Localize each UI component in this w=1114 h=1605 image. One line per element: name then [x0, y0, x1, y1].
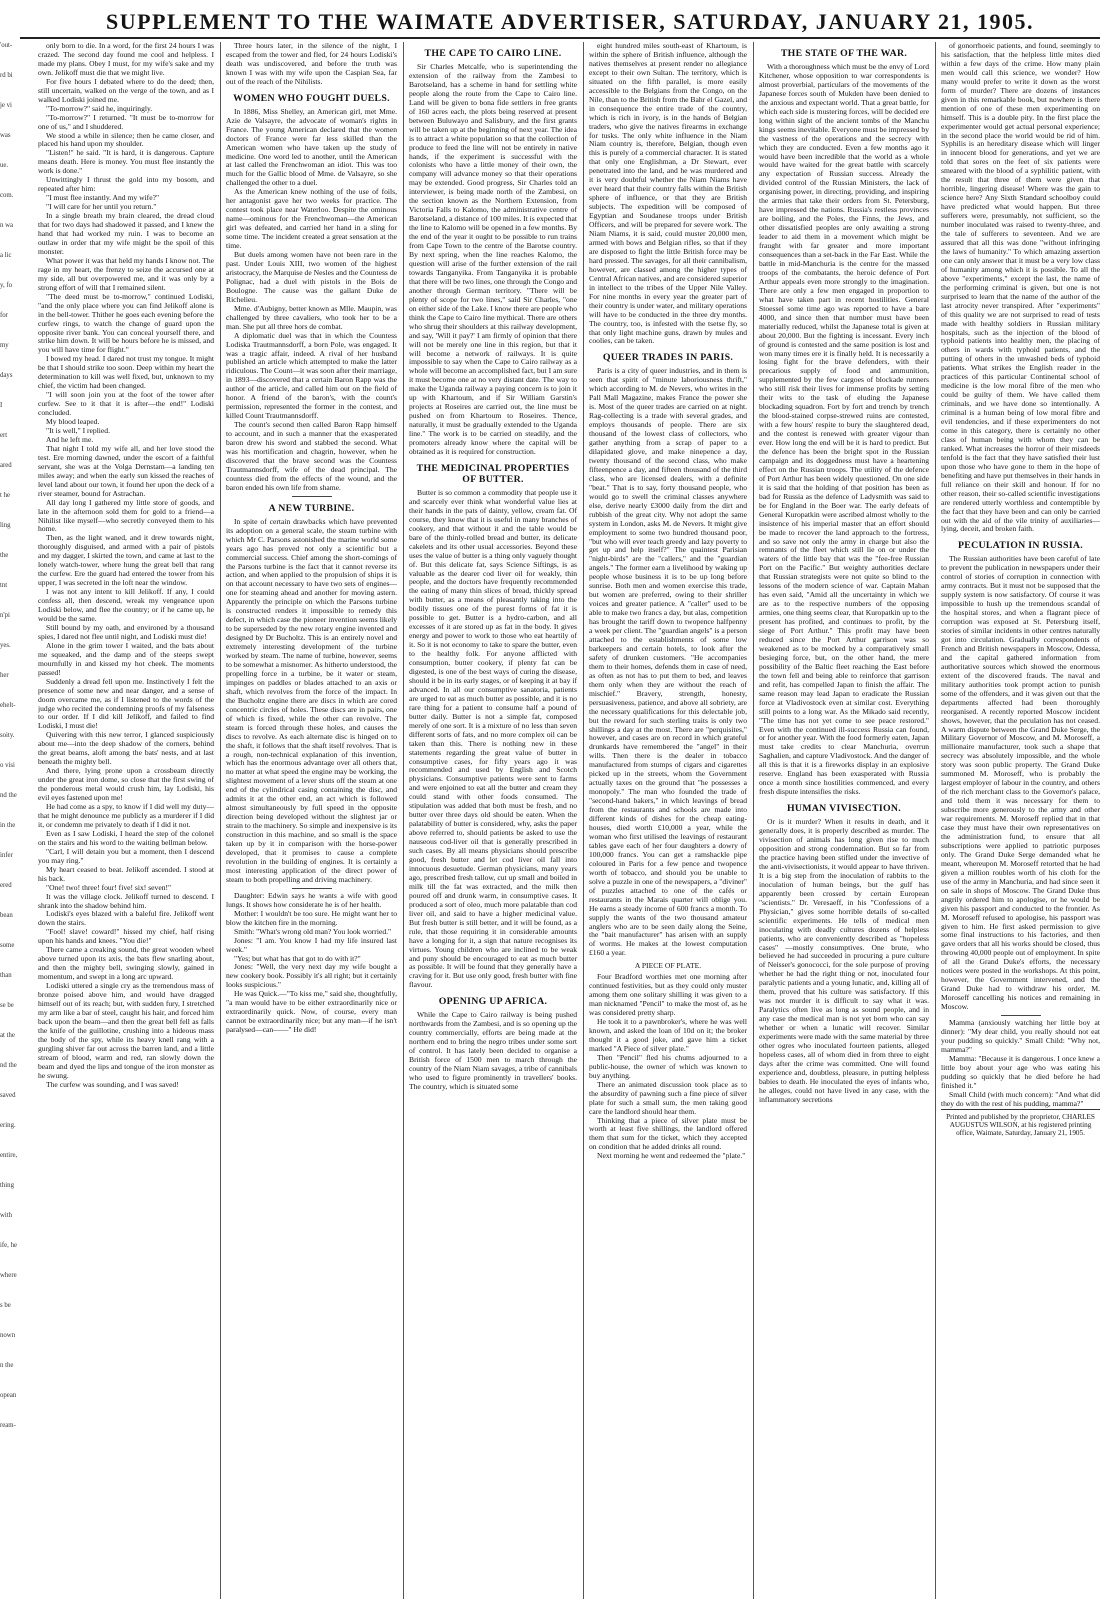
edge-fragment: ling — [0, 522, 11, 529]
heading-opening-africa: OPENING UP AFRICA. — [438, 996, 548, 1008]
paragraph: Daughter: Edwin says he wants a wife with good lungs. It shows how considerate he is of her health. — [226, 890, 397, 909]
edge-fragment: in the — [0, 822, 16, 829]
paragraph: I was not any intent to kill Jelikoff. If any, I could confess all, then descend, wreak my vengeance upon Lodiski below, and flee the country; or if he came up, he would be the same. — [38, 587, 214, 623]
article-cape-cairo — [409, 63, 577, 457]
edge-fragment: s be — [0, 1302, 11, 1309]
paragraph: The Russian authorities have been careful of late to prevent the publication in newspapers under their control of stories of corruption in connection with army contracts. But it must not be supposed that the supply system is now satisfactory. Of course it was impossible to hush up the tremendous scandal of the hospital stores, and when a flagrant piece of corruption was exposed at St. Petersburg itself, stories of similar incidents in other centres naturally got into circulation. Gradually correspondents of French and British newspapers in Moscow, Odessa, and the capital gathered information from authoritative sources which showed the enormous extent of the discovered frauds. The naval and military authorities took prompt action to punish some of the offenders, and it was given out that the departments affected had been thoroughly reorganised. A recently reported Moscow incident shows, however, that the peculation has not ceased. A warm dispute between the Grand Duke Serge, the Military Governor of Moscow, and M. Moroseff, a millionaire manufacturer, took such a shape that secrecy was absolutely impossible, and the whole story was soon public property. The Grand Duke summoned M. Moroseff, who is probably the largest employer of labour in the country, and others of the rich merchant class to the Governor's palace, and told them it was necessary for them to subscribe more generously to the army and other war requirements. M. Moroseff replied that in that case they must have their own representatives on the administration fund, to ensure that all subscriptions were applied to patriotic purposes only. The Grand Duke Serge demanded what he meant, whereupon M. Moroseff retorted that he had given a million roubles worth of his cloth for the use of the army in Manchuria, and had since seen it on sale in shops of Moscow. The Grand Duke thus angrily ordered him to apologise, or he would be given his passport and conducted to the frontier. As M. Moroseff refused to apologise, his passport was given to him. He first asked permission to give some final instructions to his factories, and then gave orders that all his works should be closed, thus throwing 40,000 people out of employment. In spite of all the Grand Duke's efforts, the necessary notices were posted in the workshops. At this point, however, the Government intervened, and the Grand Duke had to withdraw his order, M. Moroseff cancelling his notices and remaining in Moscow. — [941, 554, 1100, 1012]
paragraph: My heart ceased to beat. Jelikoff ascended. I stood at his back. — [38, 864, 214, 883]
edge-fragment: where — [0, 1272, 17, 1279]
paragraph: It was the village clock. Jelikoff turned to descend. I shrank into the shadow behind him. — [38, 891, 214, 910]
paragraph: Then, as the light waned, and it drew towards night, thoroughly disguised, and armed with a pair of pistols and my dagger, I skirted the town, and came at last to the lonely watch-tower, where hung the great bell that rang the curfew. Ere the guard had entered the tower from his upper, I was secreted in the loft near the window. — [38, 533, 214, 588]
story-continuation-curfew — [38, 42, 214, 1090]
column-6 — [941, 42, 1100, 1599]
paragraph: And there, lying prone upon a crossbeam directly under the great iron dome, so close that the first swing of the ponderous metal would crush him, lay Lodiski, his evil eyes fastened upon me! — [38, 766, 214, 803]
paragraph: And he left me. — [46, 434, 94, 444]
paragraph: What power it was that held my hands I know not. The rage in my heart, the frenzy to seize the accursed one at my side, all but overpowered me, and it was only by a strong effort of will that I remained silent. — [38, 255, 214, 292]
edge-fragment: entire, — [0, 1152, 18, 1159]
paragraph: As the American knew nothing of the use of foils, her antagonist gave her two weeks for practice. The contest took place near Waterloo. Despite the ominous name—ominous for the Frenchwoman—the American girl was defeated, and carried her hand in a sling for some time. The incident created a great sensation at the time. — [226, 187, 397, 251]
edge-fragment: n'pi — [0, 612, 10, 619]
edge-fragment: se be — [0, 1002, 14, 1009]
separator — [292, 888, 332, 889]
column-1 — [38, 42, 214, 1599]
paragraph: Small Child (with much concern): "And what did they do with the rest of his pudding, mamma?" — [941, 1089, 1100, 1108]
paragraph: Three hours later, in the silence of the night, I escaped from the tower and fled, for 24 hours Lodiski's death was undiscovered, and before the truth was known I was with my wife upon the Caspian Sea, far out of the reach of the Nihilists. — [226, 42, 397, 86]
edge-fragment: the — [0, 552, 9, 559]
edge-fragment: nd the — [0, 1062, 17, 1069]
humour-snippets — [226, 892, 397, 1035]
paragraph: A diplomatic duel was that in which the Countess Lodiska Trautmannsdorff, a born Pole, was engaged. It was a tragic affair, indeed. A rival of her husband published an article which attempted to make the latter ridiculous. The Count—it was soon after their marriage, in 1893—discovered that a certain Baron Rapp was the author of the article, and called him out on the field of honor. A friend of the baron's, with the count's permission, represented the former in the contest, and killed Count Trautmannsdorff. — [226, 330, 397, 421]
edge-fragment: with — [0, 1212, 13, 1219]
column-3 — [409, 42, 577, 1599]
edge-fragment: her — [0, 672, 9, 679]
paragraph: "Carl, I will detain you but a moment, then I descend you may ring." — [38, 846, 214, 865]
heading-new-turbine: A NEW TURBINE. — [268, 502, 355, 514]
heading-queer-trades: QUEER TRADES IN PARIS. — [602, 352, 734, 364]
paragraph: The curfew was sounding, and I was saved! — [46, 1079, 179, 1089]
edge-fragment: t he — [0, 492, 11, 499]
edge-fragment: opean — [0, 1392, 17, 1399]
joke-pudding — [941, 1019, 1100, 1109]
paragraph: Then "Pencil" fled his chums adjourned to a public-house, the owner of which was known to buy anything. — [589, 1052, 747, 1080]
paragraph: That night I told my wife all, and her love stood the test. Ere morning dawned, under the escort of a faithful servant, she was at the Volga Dernstam—a landing ten miles away; and when the early sun kissed the reaches of level land about our town, it found her upon the deck of a river steamer, bound for Astrachan. — [38, 443, 214, 498]
article-butter — [409, 489, 577, 990]
edge-fragment: o visi — [0, 762, 15, 769]
edge-fragment: thing — [0, 1182, 14, 1189]
heading-peculation-russia: PECULATION IN RUSSIA. — [957, 540, 1084, 552]
article-peculation-russia — [941, 555, 1100, 1012]
heading-human-vivisection: HUMAN VIVISECTION. — [786, 803, 902, 815]
column-rule — [753, 42, 754, 1599]
column-rule — [403, 42, 404, 1599]
masthead: SUPPLEMENT TO THE WAIMATE ADVERTISER, SATURDAY, JANUARY 21, 1905. — [105, 9, 1035, 34]
edge-fragment: com. — [0, 192, 14, 199]
edge-fragment: my — [0, 342, 9, 349]
paragraph: But duels among women have not been rare in the past. Under Louis XIII, two women of the highest aristocracy, the Marquise de Nesles and the Countess de Polignac, had a duel with pistols in the Bois de Boulogne. The cause was the gallant Duke de Richelieu. — [226, 250, 397, 304]
article-women-duels — [226, 108, 397, 493]
paragraph: "One! two! three! four! five! six! seven!" — [46, 882, 172, 892]
paragraph: He was Quick.—"To kiss me," said she, thoughtfully, "a man would have to be either extraordinarily nice or extraordinarily quick. Now, of course, every man cannot be extraordinarily nice; but any man—if he isn't paralysed—can——" He did! — [226, 989, 397, 1035]
paragraph: There came a creaking sound, the great wooden wheel above turned upon its axis, the bats flew snarling about, and then the mighty bell, swinging slowly, gained in momentum, and swept in a long arc upward. — [38, 945, 214, 982]
heading-butter: THE MEDICINAL PROPERTIES OF BUTTER. — [416, 462, 570, 485]
edge-fragment: some — [0, 942, 15, 949]
paragraph: "To-morrow?" I returned. "It must be to-morrow for one of us," and I shuddered. — [38, 112, 214, 131]
paragraph: "Fool! slave! coward!" hissed my chief, half rising upon his hands and knees. "You die!" — [38, 927, 214, 946]
paragraph: "Listen!" he said. "It is hard, it is dangerous. Capture means death. Here is money. You must flee instantly the work is done." — [38, 148, 214, 176]
article-piece-of-plate — [589, 973, 747, 1161]
paragraph: "It is well," I replied. — [46, 425, 110, 435]
column-rule — [220, 42, 221, 1599]
separator — [1001, 1015, 1041, 1016]
edge-fragment: bean — [0, 912, 13, 919]
paragraph: He had come as a spy, to know if I did well my duty—that he might denounce me publicly as a murderer if I did it, or condemn me privately to death if I did it not. — [38, 802, 214, 829]
paragraph: Mother: I wouldn't be too sure. He might want her to blow the kitchen fire in the morning. — [226, 908, 397, 927]
article-new-turbine — [226, 518, 397, 885]
edge-fragment: soity. — [0, 732, 15, 739]
paragraph: of gonorrhoeic patients, and found, seemingly to his satisfaction, that the helpless little mites died within a few days of the crime. How many plain men would call this science, we wonder? How many would prefer to write it down as the worst form of murder? There are dozens of instances given in this remarkable book, but nowhere is there mention of one of these men experimenting on himself. This is a double pity. In the first place the experimenter would get actual personal experience; in the second place the world would be rid of him. Syphilis is an hereditary disease which will linger in innocent blood for generations, and yet we are told that sores on the feet of six patients were smeared with the blood of a syphilitic patient, with the result that three of them were given that horrible, lingering disease! Where was the gain to science here? Any Sixth Standard schoolboy could have predicted what would happen. But three sufferers were, presumably, not sufficient, so the number inoculated was raised to twenty-three, and the tale of sufferers to seventeen. And we are assured that all this was done "without infringing the laws of humanity." To which amazing assertion one can only answer that it must be a very low class of humanity among which it is possible. To all the above "experiments," except the last, the name of the performing criminal is given, but one is not surprised to learn that the name of the author of the last atrocity never transpired. After "experiments" of this quality we are not surprised to read of tests made with healthy soldiers in Russian military hospitals, such as the injection of the blood of typhoid patients into healthy men, the placing of others in wards with typhoid patients, and the putting of others in the unwashed beds of typhoid patients. What strikes the English reader in the practices of this particular Continental school of medicine is the low moral fibre of the men who could be guilty of them. We have called them criminals, and we have done so intentionally. A criminal is a human being of low moral fibre and evil tendencies, and if these experimenters do not come in this category, there is certainly no other class of human being with whom they can be ranked. What increases the horror of their misdeeds tenfold is the fact that they have satisfied their lust upon those who have gone to them in the hope of benefiting and have put themselves in their hands in full reliance on their skill and honour. If for no other reason, their so-called scientific investigations are rendered utterly worthless and contemptible by the fact that they have been and can only be carried out with the aid of the vile trinity of auxiliaries—lying, deceit, and broken faith. — [941, 42, 1100, 534]
article-human-vivisection — [759, 818, 929, 1105]
paragraph: Jones: "Well, the very next day my wife bought a new cookery book. Possibly it's all right; but it certainly looks suspicious." — [226, 962, 397, 990]
paragraph: While the Cape to Cairo railway is being pushed northwards from the Zambesi, and is so opening up the country commercially, efforts are being made at the northern end to bring the negro tribes under some sort of control. It has lately been decided to organise a British force of 1500 men to march through the country of the Niam Niam savages, a tribe of cannibals who used to figure prominently in travellers' books. The country, which is situated some — [409, 1010, 577, 1091]
edge-fragment: nown — [0, 1332, 16, 1339]
paragraph: We stood a while in silence; then he came closer, and placed his hand upon my shoulder. — [38, 130, 214, 149]
column-rule — [935, 42, 936, 1599]
column-2 — [226, 42, 397, 1599]
paragraph: Mamma (anxiously watching her little boy at dinner): "My dear child, you really should not eat your pudding so quickly." Small Child: "Why not, mamma?" — [941, 1018, 1100, 1054]
edge-fragment: nd the — [0, 792, 17, 799]
edge-fragment: n the — [0, 1362, 14, 1369]
edge-fragment: at the — [0, 1032, 15, 1039]
separator — [292, 496, 332, 497]
paragraph: Thinking that a piece of silver plate must be worth at least five shillings, the landlord offered them that sum for the ticket, which they accepted on condition that he added drinks all round. — [589, 1115, 747, 1152]
article-opening-africa — [409, 1011, 577, 1092]
article-queer-trades — [589, 367, 747, 958]
paragraph: My blood leaped. — [46, 417, 100, 427]
masthead-rule — [20, 37, 1100, 39]
paragraph: Alone in the grim tower I waited, and the bats about me squeaked, and the damp and of the steeps swept mournfully in and kissed my hot cheek. The moments passed! — [38, 640, 214, 677]
paragraph: With a thoroughness which must be the envy of Lord Kitchener, whose opposition to war correspondents is almost proverbial, particulars of the movements of the Japanese forces south of Mukden have been denied to the anxious and expectant world. That a great battle, for which each side is mustering forces, will be decided ere long within sight of the ancient tombs of the Manchu kings seems inevitable. Everyone must be impressed by the vastness of the operations and the secrecy with which they are conducted. Even a few months ago it would have been incredible that the world as a whole would have waited for the great battle with scarcely any expectation of Russian success. Already the divided control of the Russian Ministers, the lack of organising power, in directing, providing, and inspiring the armies that take their orders from St. Petersburg, have impressed the nations. Russia's restless provinces are boiling, and the Poles, the Finns, the Jews, and other dissatisfied peoples are only awaiting a strong leader to aid them in a movement which might be fraught with far greater and more important consequences than a set-back in the Far East. While the battle in mid-Manchuria is the centre for the massed troops of the combatants, the heroic defence of Port Arthur appeals even more strongly to the imagination. There are only a few men engaged in proportion to what have taken part in recent hostilities. General Stoessel some time ago was reported to have a bare 4000, and since then that number must have been materially reduced, whilst the Japanese total is given at about 20,000. But the fighting is incessant. Every inch of ground is contested and the same position is lost and won many times ere it is finally held. It is necessarily a losing fight for the brave defenders, with their precarious supply of food and ammunition, supplemented by the few cargoes of blockade runners who still risk their lives for immense profits by setting their wits to the task of eluding the Japanese blockading squadron. Fort by fort and trench by trench the blood-stained corpse-strewed ruins are contested, with a few hours' respite to bury the slaughtered dead, and the contest is renewed with greater vigour than ever. How long the end will be it is hard to predict. But the defence has been the bright spot in the Russian campaign and its doggedness must have a heartening effect on the Russian troops. The utility of the defence of Port Arthur has been widely questioned. On one side it is said that the holding of that position has been as bad for Russia as the defence of Ladysmith was said to be for England in the Boer war. The early defeats of General Kuropatkin were ascribed almost wholly to the insistence of his imperial master that an effort should be made to recover the land approach to the fortress, and so save not only the army in charge but also the remnants of the fleet which still lie on or under the waters of the little bay that was the "fee-free Russian Port on the Pacific." But weighty authorities declare that Russian strategists were not quite so blind to the lessons of the modern science of war. Captain Mahan has even said, "Amid all the uncertainty in which we are as to the respective numbers of the opposing armies, one thing seems clear, that Kuropatkin up to the present has profited, and continues to profit, by the siege of Port Arthur." This profit may have been reduced since the Port Arthur garrison was so weakened as to be mocked by a comparatively small besieging force, but, on the other hand, the mere possibility of the Baltic fleet reaching the East before the town fell and being able to reinforce that garrison and refit, has compelled Japan to finish the affair. The same reason may lead Japan to eradicate the Russian force at Vladivostock even at similar cost. Everything still points to a long war. As the Mikado said recently, "The time has not yet come to see peace restored." Even with the continued ill-success Russia can found, or for another year. With the food formerly eaten, Japan must take credits to clear Manchuria, overrun Saghalien, and capture Vladivostock. And the danger of all this is that it is a fireworks display in an explosive reserve. England has been exasperated with Russia once a month since hostilities commenced, and every fresh dispute intensifies the risks. — [759, 62, 929, 797]
paragraph: Butter is so common a commodity that people use it and scarcely ever think what wonderful value lies at their hands in the pats of dainty, yellow, cream fat. Of course, they know that it is useful in many branches of cookery, and that without it and the table would be bare of the thinly-rolled bread and butter, its delicate cakelets and its other usual accessories. Beyond these uses the value of butter is a thing only vaguely thought of. But this delicate fat, says Science Siftings, is as valuable as the dearer cod liver oil for weakly, thin people, and the doctors have frequently recommended the eating of many thin slices of bread, thickly spread with butter, as a means of pleasantly taking into the bodily tissues one of the purest forms of fat it is possible to get. Butter is a hydro-carbon, and all excesses of it are stored up as fat in the body. It gives energy and power to work to those who eat heartily of it. So it is not economy to take to spare the butter, even to the healthy folk. For anyone afflicted with consumption, butter cookery, if plenty fat can be digested, is one of the best ways of curing the disease, should it be in its early stages, or of keeping it at bay if advanced. In all our consumptive sanatoria, patients are urged to eat as much butter as possible, and it is no rare thing for a patient to consume half a pound of butter daily. Butter is not a simple fat, composed merely of one sort. It is a mixture of no less than seven different sorts of fats, and no more complex oil can be taken than this. There is nothing new in these statements regarding the great value of butter in consumptive cases, for fifty years ago it was recommended and used by English and Scotch physicians. Consumptive patients were sent to farms and were enjoined to eat all the butter and cream they could stand with other foods consumed. The stipulation was added that both must be fresh, and no butter over three days old should be eaten. When the palatability of butter is considered, why, asks the paper above referred to, should patients be asked to use the nauseous cod-liver oil that is generally prescribed in such cases. By all means physicians should prescribe good, fresh butter and let cod liver oil fall into innocuous desuetude. German physicians, many years ago, prescribed fresh tallow, cut up small and boiled in milk till the fat was extracted, and the milk then poured off and drunk warm, in consumptive cases. It produced a sort of oleo, much more palatable than cod liver oil, and said to have a higher medicinal value. But fresh butter is still better, and it will be found, as a rule, that those requiring it in considerable amounts have a longing for it, a sign that nature recognises its virtues. Young children who are inclined to be weak and puny should be encouraged to eat as much butter as possible. It will be found that they generally have a craving for it. But use only good, fresh butter with fine flavour. — [409, 487, 577, 990]
paragraph: "I will soon join you at the foot of the tower after curfew. See to it that it is after—the end!" Lodiski concluded. — [38, 390, 214, 418]
column-5 — [759, 42, 929, 1599]
paragraph: "I will care for her until you return." — [46, 202, 157, 212]
heading-cape-cairo: THE CAPE TO CAIRO LINE. — [424, 48, 562, 59]
paragraph: "I must flee instantly. And my wife?" — [46, 193, 160, 203]
edge-fragment: days — [0, 372, 13, 379]
column-4 — [589, 42, 747, 1599]
paragraph: Sir Charles Metcalfe, who is superintending the extension of the railway from the Zambesi to Barotseland, has a scheme in hand for settling white people along the route from the Cape to Cairo line. Land will be given to bona fide settlers in free grants of 160 acres each, the plots being reserved at present between Buluwayo and Salisbury, and the first grants will be taken up at the beginning of next year. The idea is to attract a white population so that the collection of produce to feed the line will not be entirely in native hands, if the experiment is successful with the colonists who have a little money of their own, the company will advance money so that their operations may be extended. Good progress, Sir Charles told an interviewer, is being made north of the Zambesi, on the section known as the Northern Extension, from Victoria Falls to Kalomo, the administrative centre of Barotseland, a distance of 100 miles. It is expected that the line to Kalomo will be opened in a few months. By the end of the year it ought to be possible to run trains from Cape Town to the centre of the Barotse country. By next spring, when the line reaches Kalomo, the question will arise of the further extension of the rail towards Tanganyika. From Tanganyika it is probable that there will be two lines, one through the Congo and another through German territory. "There will be plenty of scope for two lines," said Sir Charles, "one on either side of the Lake. I know there are people who think the Cape to Cairo line mythical. There are others who shrug their shoulders at this railway development, and say, 'Will it pay?' I am firmly of opinion that there will not be merely one line in this region, but that it will become a network of railways. It is quite impossible to say when the Cape to Cairo railway as a whole will become an accomplished fact, but I am sure it must become one at no very distant date. The way to make the Uganda railway a paying concern is to join it up with Khartoum, and if Sir William Garstin's projects at Roseires are carried out, the line must be pushed on from Khartoum to Roseires. Thence, naturally, it must be gradually extended to the Uganda line." The work is to be carried on steadily, and the promoters already know where the capital will be obtained as it is required for construction. — [409, 62, 577, 456]
edge-fragment: ue. — [0, 162, 9, 169]
paragraph: Mme. d'Aubigny, better known as Mlle. Maupin, was challenged by three cavaliers, who took her to be a man. She put all three hors de combat. — [226, 303, 397, 331]
heading-piece-of-plate: A PIECE OF PLATE. — [634, 961, 702, 971]
edge-fragment: ered — [0, 882, 12, 889]
paragraph: Next morning he went and redeemed the "plate." — [597, 1151, 746, 1161]
edge-fragment: y, fo — [0, 282, 13, 289]
story-ending — [226, 42, 397, 87]
paragraph: "To-morrow?" said he, inquiringly. — [46, 103, 153, 113]
paragraph: In 1886, Miss Shelley, an American girl, met Mme. Azie de Valsayre, the advocate of woman's rights in France. The young American declared that the women doctors of France were far less skilled than the American women who have taken up the study of medicine. One word led to another, until the American at last called the Frenchwoman an idiot. This was too much for the Gallic blood of Mme. de Valsayre, so she challenged the other to a duel. — [226, 106, 397, 188]
paragraph: Even as I saw Lodiski, I heard the step of the colonel on the stairs and his word to the waiting bellman below. — [38, 828, 214, 847]
paragraph: Quivering with this new terror, I glanced suspiciously about me—into the deep shadow of the corners, behind the great beams, aloft among the bats' nests, and at last beneath the mighty bell. — [38, 730, 214, 767]
heading-women-duels: WOMEN WHO FOUGHT DUELS. — [233, 92, 390, 104]
paragraph: Paris is a city of queer industries, and in them is seen that spirit of "minute laboriousness thrift," which according to M. de Nevers, who writes in the Pall Mall Magazine, makes France the power she is. Most of the queer trades are carried on at night. Rag-collecting is a trade with several grades, and employs thousands of people. There are six thousand of the lowest class of collectors, who gather anything from a scrap of paper to a dilapidated glove, and make ninepence a day, twenty thousand of the second class, who make fifteenpence a day, and fifteen thousand of the third class, who are licensed dealers, with a definite "beat." That is to say, forty thousand people, who would go to swell the criminal classes anywhere else, derive nearly £3000 daily from the dirt and rubbish of the great city. Why not adopt the same system in London, asks M. de Nevers. It might give employment to some two hundred thousand poor, "but who will ever teach greedy and lazy poverty to get up and help itself?" The quaintest Parisian "night-birds" are the "callers," and the "guardian angels." The former earn a livelihood by waking up people whose business it is to be up long before sunrise. Both men and women exercise this trade, but women are preferred, owing to their shriller voices and greater patience. A "caller" used to be able to make two francs a day, but alas, competition has brought the tariff down to twopence halfpenny a week per client. The "guardian angels" is a person attached to the establishments of some low barkeepers and certain hotels, to look after the safety of drunken customers. "He accompanies them to their homes, defends them in case of need, as often as not has to put them to bed, and leaves them only when they are without the reach of mischief." Bravery, strength, honesty, persuasiveness, patience, and above all sobriety, are the necessary qualifications for this delectable job, but the reward for such sterling traits is only two shillings a day at the most. There are "perquisites," however, and cases are on record in which grateful drunkards have remembered the "angel" in their wills. Then there is the dealer in tobacco manufactured from stumps of cigars and cigarettes picked up in the streets, whom the Government actually taxes on the ground that "he possesses a monopoly." The man who founded the trade of "second-hand bakers," in which leavings of bread from the restaurants and schools are made into different kinds of dishes for the cheap eating-houses, died worth £10,000 a year, while the woman who first utilised the leavings of restaurant tables gave each of her four daughters a dowry of 100,000 francs. You can get a ramshackle pipe coloured in Paris for a few pence and twopence worth of tobacco, and should you be unable to solve a puzzle in one of the newspapers, a "diviner" of puzzles attached to one of the cafés or restaurants in the Marais quarter will oblige you. He earns a steady income of 600 francs a month. To supply the wants of the two thousand amateur anglers who are to be seen daily along the Seine, the "bait manufacturer" has arisen with an supply of worms. He makes at the lowest computation £160 a year. — [589, 366, 747, 958]
paragraph: Or is it murder? When it results in death, and it generally does, it is properly described as murder. The vivisection of animals has long given rise to much opposition and strong condemnation. But so far from the practice having been stifled under the invective of the anti-vivisectionists, it would appear to have thriven. It is a big step from the inoculation of rabbits to the inoculation of human beings, but the gulf has apparently been crossed by certain European "scientists." Dr. Veresaeff, in his "Confessions of a Physician," gives some horrible details of so-called scientific experiments. He tells of medical men inoculating with deadly cultures dozens of helpless patients, who are conveniently described as "hopeless cases" —mostly consumptives. One brute, who believed he had succeeded in procuring a pure culture of Neisser's gonococci, for the sole purpose of proving whether he had the right thing or not, inoculated four paralytic patients and a young lunatic, and, killing all of them, proved that his culture was satisfactory. If this was not murder it is difficult to say what it was. Paralytics often live as long as sound people, and in any case the medical man is not yet born who can say whether or when a lunatic will recover. Similar experiments were made with the same material by three other ogres who inoculated fourteen patients, alleged hopeless cases, all of whom died in from three to eight days after the crime was committed. One will found experience and, doubtless, pleasure, in putting helpless babies to death. He inoculated the eyes of infants who, he alleges, could not have lived in any case, with the inflammatory secretions — [759, 817, 929, 1104]
paragraph: Smith: "What's wrong old man? You look worried." — [234, 926, 392, 936]
paragraph: In a single breath my brain cleared, the dread cloud that for two days had shadowed it passed, and I knew the hand that had worked my ruin. I was to become an outlaw in order that my wife might be the spoil of this monster. — [38, 211, 214, 256]
paragraph: Lodiski's eyes blazed with a baleful fire. Jelikoff went down the stairs. — [38, 909, 214, 928]
edge-fragment: I — [0, 402, 3, 409]
edge-fragment: ering. — [0, 1122, 16, 1129]
paragraph: I bowed my head. I dared not trust my tongue. It might be that I should strike too soon. Deep within my heart the determination to kill was well fixed, but, unknown to my chief, the victim had been changed. — [38, 354, 214, 391]
paragraph: He took it to a pawnbroker's, where he was well known, and asked the loan of 10d on it; the broker thought it a good joke, and gave him a ticket marked "A Piece of silver plate." — [589, 1017, 747, 1053]
paragraph: Lodiski uttered a single cry as the tremendous mass of bronze poised above him, and would have dragged himself out of its reach; but, with sudden fury, I stretched my arm like a bar of steel, caught his hair, and forced him back upon the beam—and then the great bell fell as falls the knife of the guillotine, crushing into a hideous mass the body of the spy, while its heavy knell rang with a gurgling shiver far out across the barren land, and a little stream of blood, warm and red, ran slowly down the beam and dyed the lips and tongue of the iron monster as he swung. — [38, 981, 214, 1080]
paragraph: All day long I gathered my little store of goods, and late in the afternoon sold them for gold to a friend—a Nihilist like myself—who secretly conveyed them to his home. — [38, 497, 214, 534]
edge-fragment: tnt — [0, 582, 8, 589]
paragraph: Mamma: "Because it is dangerous. I once knew a little boy about your age who was eating his pudding so quickly that he died before he had finished it." — [941, 1053, 1100, 1090]
paragraph: eight hundred miles south-east of Khartoum, is within the sphere of British influence, although the natives themselves at present render no allegiance except to their own Sultan. The territory, which is situated on the fifth parallel, is more easily accessible to the Belgians from the Congo, on the Nile, than to the British from the Bahr el Gazel, and in consequence the entire trade of the country, which is rich in ivory, is in the hands of Belgian traders, who give the natives firearms in exchange for tusks. The only white influence in the Niam Niam country is, therefore, Belgian, though even this is purely of a commercial character. It is stated that only one Englishman, a Dr Stewart, ever penetrated into the land, and he was murdered and it is very doubtful whether the Niam Niams have ever heard that their country falls within the British sphere of influence, or that they are British subjects. The expedition will be composed of Egyptian and Soudanese troops under British Officers, and will be prepared for severe work. The Niam Niams, it is said, could muster 20,000 men, armed with bows and Belgian rifles, so that if they are disposed to fight the little British force may be hard pressed. The savages, for all their cannibalism, however, are classed among the higher types of Central African natives, and are considered superior in intellect to the tribes of the Upper Nile Valley. For nine months in every year the greater part of their country is under water, and military operations will have to be conducted in the three dry months. The country, too, is infested with the tsetse fly, so that only light machine guns, drawn by mules and coolies, can be taken. — [589, 42, 747, 346]
edge-fragment: was — [0, 132, 11, 139]
edge-fragment: 'out- — [0, 42, 13, 49]
column-rule — [583, 42, 584, 1599]
paragraph: only born to die. In a word, for the first 24 hours I was crazed. The second day found me cool and helpless. I made my plans. Obey I must, for my wife's sake and my own. Jelikoff must die that we might live. — [38, 42, 214, 77]
edge-fragment: ream- — [0, 1422, 16, 1429]
imprint: Printed and published by the proprietor, CHARLES AUGUSTUS WILSON, at his registered printing office, Waimate, Saturday, January 21, 1905. — [941, 1109, 1100, 1138]
paragraph: There an animated discussion took place as to the absurdity of pawning such a fine piece of silver plate for such a small sum, the men taking good care the landlord should hear them. — [589, 1079, 747, 1116]
paragraph: "Yes; but what has that got to do with it?" — [234, 953, 361, 963]
paragraph: In spite of certain drawbacks which have prevented its adoption on a general scale, the steam turbine with which Mr C. Parsons astonished the marine world some years ago has proved not only a scientific but a commercial success. Chief among the short-comings of the Parsons turbine is the fact that it cannot reverse its action, and when applied to the propulsion of ships it is on that account necessary to have two sets of engines—one for steaming ahead and another for moving astern. Apparently the principle on which the Parsons turbine is constructed renders it impossible to remedy this defect, in which case the pioneer invention seems likely to be superseded by the new rotary engine invented and designed by Dr Bucholtz. This is an entirely novel and extremely interesting development of the turbine worked by steam. The name of turbine, however, seems to be somewhat a misnomer. As hitherto understood, the propelling force in a turbine, be it water or steam, impinges on paddles or blades attached to an axis or shaft, which revolves from the force of the impact. In the Bucholtz engine there are discs in which are cored concentric circles of holes. These discs are in pairs, one of which is fixed, while the other can revolve. The steam is forced through these holes, and causes the discs to revolve. As each alternate disc is hinged on to the shaft, it follows that the shaft itself revolves. That is a rough, non-technical explanation of this invention, which has the enormous advantage over all others that, no matter at what speed the engine may be working, the slightest movement of a lever shuts off the steam at one end of the cylindrical casing containing the disc, and admits it at the other end, an act which is followed almost simultaneously by full speed in the opposite direction being developed without the slightest jar or strain to the machinery. So simple and inexpensive is its construction in this machine, and so small is the space taken up by it in comparison with the horse-power developed, that it promises to cause a complete revolution in the building of engines. It is certainly a most interesting application of the direct power of steam to both propelling and driving machinery. — [226, 516, 397, 884]
paragraph: Unwittingly I thrust the gold into my bosom, and repeated after him: — [38, 175, 214, 194]
heading-state-of-war: THE STATE OF THE WAR. — [780, 48, 908, 59]
edge-fragment: n wa — [0, 222, 14, 229]
newspaper-page — [0, 42, 1100, 1599]
paragraph: For five hours I debated where to do the deed; then, still uncertain, walked on the verge of the town, and as I walked Lodiski joined me. — [38, 76, 214, 104]
paragraph: Suddenly a dread fell upon me. Instinctively I felt the presence of some new and near danger, and a sense of doom overcame me, as if I listened to the words of the judge who recited the condemning proofs of my falseness to our order. If I did kill Jelikoff, and failed to find Lodiski, I must die! — [38, 676, 214, 731]
edge-fragment: ife, he — [0, 1242, 17, 1249]
edge-fragment: infer — [0, 852, 13, 859]
article-vivisection-cont — [941, 42, 1100, 534]
edge-fragment: ert — [0, 432, 8, 439]
edge-fragment: rd bi — [0, 72, 13, 79]
paragraph: Four Bradford worthies met one morning after continued festivities, but as they could only muster among them one solitary shilling it was given to a man nicknamed "Pencil" to make the most of, as he was considered pretty sharp. — [589, 972, 747, 1018]
paragraph: Still bound by my oath, and environed by a thousand spies, I dared not flee until night, and Lodiski must die! — [38, 622, 214, 641]
edge-fragment: saved — [0, 1092, 16, 1099]
edge-fragment: than — [0, 972, 12, 979]
paragraph: "The deed must be to-morrow," continued Lodiski, "and the only place where you can find Jelikoff alone is in the bell-tower. Thither he goes each evening before the curfew rings, to watch the change of guard upon the opposite river bank. You can conceal yourself there, and strike him down. It will be hours before he is missed, and you will have time for flight." — [38, 291, 214, 355]
edge-fragment: ehelt- — [0, 702, 16, 709]
edge-fragment: je vi — [0, 102, 12, 109]
edge-fragment: a lic — [0, 252, 12, 259]
article-state-of-war — [759, 63, 929, 797]
article-opening-africa-cont — [589, 42, 747, 346]
edge-fragment: yes. — [0, 642, 11, 649]
edge-fragment: for — [0, 312, 8, 319]
paragraph: The count's second then called Baron Rapp himself to account, and in such a manner that the exasperated baron drew his sword and stabbed the second. What was his mortification and chagrin, however, when he discovered that the brave second was the Countess Trautmannsdorff, wife of the dead principal. The countess died from the effects of the wound, and the baron ended his own life from shame. — [226, 420, 397, 492]
paragraph: Jones: "I am. You know I had my life insured last week." — [226, 935, 397, 954]
edge-fragment: ared — [0, 462, 12, 469]
